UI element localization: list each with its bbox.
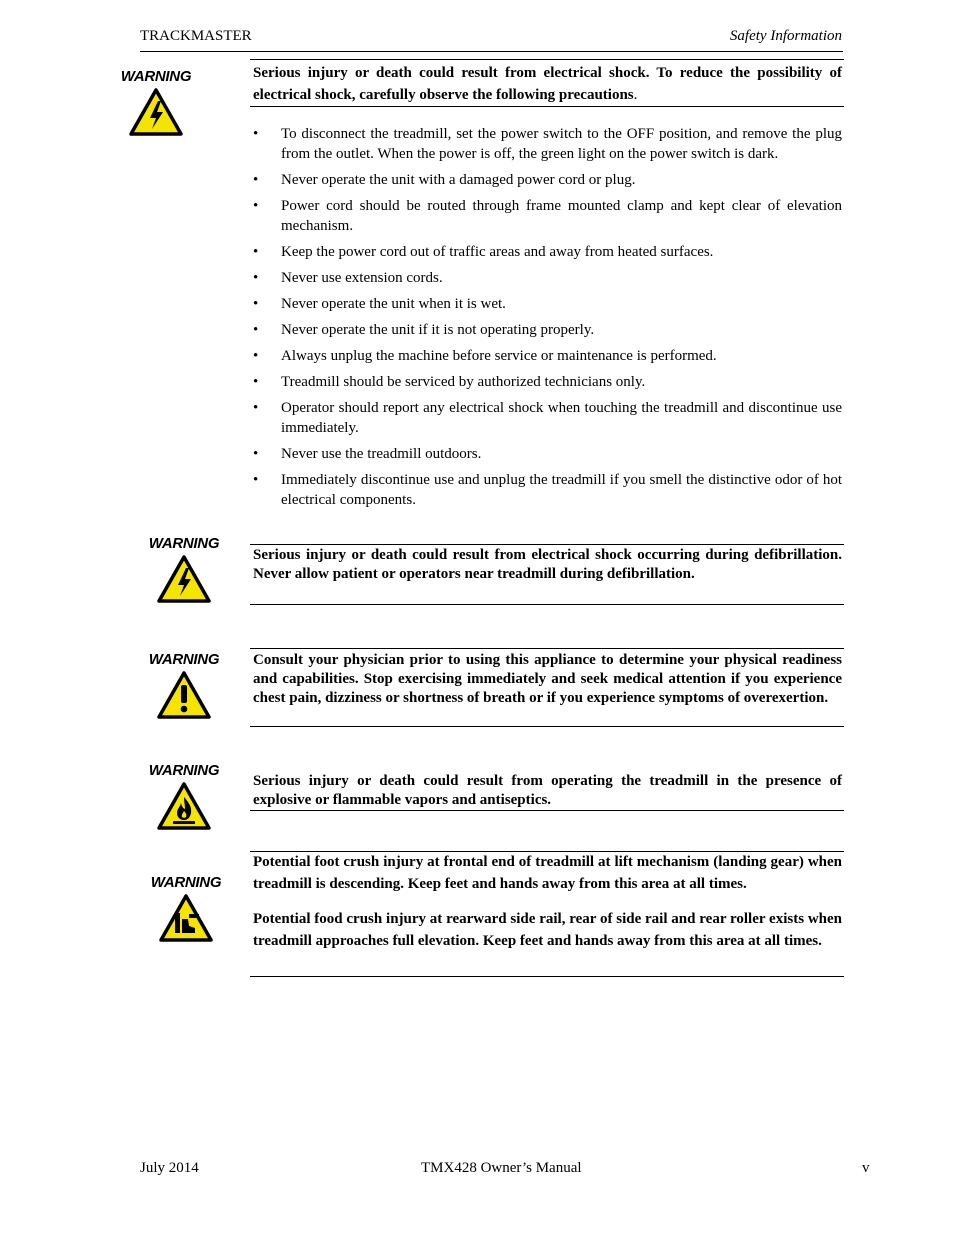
list-item: • Operator should report any electrical shock when touching the treadmill and discontinue use immediately. xyxy=(253,400,842,436)
list-item: • Power cord should be routed through frame mounted clamp and kept clear of elevation mechanism. xyxy=(253,198,842,234)
warning-icon-2 xyxy=(144,535,224,615)
warning-label: WARNING xyxy=(148,651,220,668)
footer-title: TMX428 Owner’s Manual xyxy=(421,1160,582,1176)
list-item: • Never use extension cords. xyxy=(253,270,443,286)
list-item: • Never operate the unit when it is wet. xyxy=(253,296,506,312)
warning-text-1: Serious injury or death could result from electrical shock. To reduce the possibility of electrical shock, carefully observe the following precautions. xyxy=(253,65,842,103)
list-item: • Never use the treadmill outdoors. xyxy=(253,446,482,462)
box-top-rule xyxy=(250,544,844,545)
header-right: Safety Information xyxy=(729,28,842,44)
box-top-rule xyxy=(250,648,844,649)
box-bottom-rule xyxy=(250,106,844,107)
flammable-icon xyxy=(156,781,212,831)
footer-page-number: v xyxy=(862,1160,870,1176)
warning-box-5 xyxy=(250,851,844,977)
warning-text-2: Serious injury or death could result from electrical shock occurring during defibrillation. Never allow patient or operators near treadmill during defibrillation. xyxy=(253,547,842,582)
warning-label: WARNING xyxy=(120,68,192,85)
header-divider xyxy=(140,51,843,52)
crush-hazard-icon xyxy=(158,893,214,943)
warning-box-1 xyxy=(250,59,844,107)
warning-icon-3 xyxy=(144,651,224,731)
warning-text-5b: Potential food crush injury at rearward side rail, rear of side rail and rear roller exists when treadmill approaches full elevation. Keep feet and hands away from this area at all times. xyxy=(253,911,842,949)
box-bottom-rule xyxy=(250,810,844,811)
warning-label: WARNING xyxy=(150,874,222,891)
list-item: • Never operate the unit if it is not operating properly. xyxy=(253,322,595,338)
box-bottom-rule xyxy=(250,604,844,605)
warning-text-5a: Potential foot crush injury at frontal end of treadmill at lift mechanism (landing gear) when treadmill is descending. Keep feet and hands away from this area at all times. xyxy=(253,854,842,892)
electrical-precautions-list xyxy=(253,124,842,516)
warning-text-3: Consult your physician prior to using this appliance to determine your physical readiness and capabilities. Stop exercising immediately and seek medical attention if you experience chest pain, dizziness or shortness of breath or if you experience symptoms of overexertion. xyxy=(253,652,842,706)
header-left: TRACKMASTER xyxy=(140,28,252,44)
box-top-rule xyxy=(250,59,844,60)
electrical-hazard-icon xyxy=(156,554,212,604)
warning-box-3 xyxy=(250,648,844,727)
warning-icon-5 xyxy=(146,874,226,954)
warning-icon-4 xyxy=(144,762,224,842)
warning-label: WARNING xyxy=(148,535,220,552)
warning-box-2 xyxy=(250,544,844,605)
list-item: • Immediately discontinue use and unplug the treadmill if you smell the distinctive odor of hot electrical components. xyxy=(253,472,842,508)
box-bottom-rule xyxy=(250,976,844,977)
list-item: • Always unplug the machine before service or maintenance is performed. xyxy=(253,348,717,364)
list-item: • To disconnect the treadmill, set the power switch to the OFF position, and remove the plug from the outlet. When the power is off, the green light on the power switch is dark. xyxy=(253,126,842,162)
list-item: • Keep the power cord out of traffic areas and away from heated surfaces. xyxy=(253,244,714,260)
exclamation-icon xyxy=(156,670,212,720)
list-item: • Never operate the unit with a damaged power cord or plug. xyxy=(253,172,636,188)
list-item: • Treadmill should be serviced by authorized technicians only. xyxy=(253,374,646,390)
box-bottom-rule xyxy=(250,726,844,727)
warning-box-4 xyxy=(250,772,844,811)
warning-label: WARNING xyxy=(148,762,220,779)
warning-icon-1 xyxy=(116,68,196,148)
electrical-hazard-icon xyxy=(128,87,184,137)
warning-text-4: Serious injury or death could result from operating the treadmill in the presence of explosive or flammable vapors and antiseptics. xyxy=(253,773,842,808)
footer-date: July 2014 xyxy=(140,1160,199,1176)
